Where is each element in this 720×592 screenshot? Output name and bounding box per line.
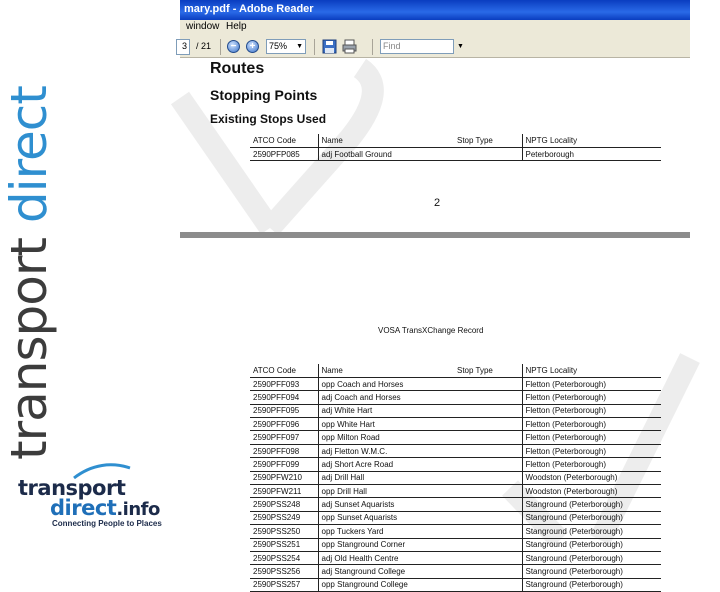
brand-panel (0, 0, 168, 540)
column-header-nptg-locality: NPTG Locality (522, 134, 661, 147)
cell-nptg-locality: Stanground (Peterborough) (522, 525, 661, 538)
find-input[interactable]: Find (380, 39, 454, 54)
table-row (250, 498, 661, 511)
brand-vertical-wordmark (0, 86, 58, 460)
logo-word-direct (50, 496, 160, 520)
document-view[interactable] (180, 58, 690, 590)
cell-stop-type (454, 551, 522, 564)
transport-direct-logo[interactable] (14, 462, 164, 532)
cell-atco-code: 2590PSS256 (250, 565, 318, 578)
cell-atco-code: 2590PFP085 (250, 147, 318, 160)
table-row (250, 458, 661, 471)
table-row (250, 511, 661, 524)
table-row (250, 444, 661, 457)
find-options-chevron-icon[interactable]: ▼ (457, 43, 464, 50)
cell-nptg-locality: Fletton (Peterborough) (522, 431, 661, 444)
cell-atco-code: 2590PFF098 (250, 444, 318, 457)
table-row (250, 418, 661, 431)
table-row (250, 538, 661, 551)
record-title: VOSA TransXChange Record (378, 326, 484, 335)
table-body (250, 377, 661, 591)
cell-name: adj Coach and Horses (318, 391, 454, 404)
logo-tagline: Connecting People to Places (52, 519, 162, 528)
page-number-input[interactable]: 3 (176, 39, 190, 55)
table-row (250, 578, 661, 591)
cell-nptg-locality: Stanground (Peterborough) (522, 538, 661, 551)
cell-nptg-locality: Stanground (Peterborough) (522, 578, 661, 591)
cell-name: opp Coach and Horses (318, 377, 454, 390)
cell-name: adj White Hart (318, 404, 454, 417)
column-header-atco-code: ATCO Code (250, 364, 318, 377)
table-row (250, 485, 661, 498)
column-header-atco-code: ATCO Code (250, 134, 318, 147)
cell-atco-code: 2590PSS249 (250, 511, 318, 524)
logo-direct-text: direct (50, 496, 117, 520)
cell-stop-type (454, 525, 522, 538)
table-header-row (250, 134, 661, 147)
chevron-down-icon: ▼ (296, 43, 303, 50)
cell-nptg-locality: Woodston (Peterborough) (522, 485, 661, 498)
cell-name: opp Milton Road (318, 431, 454, 444)
cell-atco-code: 2590PFW211 (250, 485, 318, 498)
toolbar (180, 36, 690, 58)
cell-name: adj Short Acre Road (318, 458, 454, 471)
column-header-stop-type: Stop Type (454, 134, 522, 147)
cell-name: opp Sunset Aquarists (318, 511, 454, 524)
zoom-select[interactable] (266, 39, 306, 54)
cell-name: adj Sunset Aquarists (318, 498, 454, 511)
cell-nptg-locality: Stanground (Peterborough) (522, 498, 661, 511)
cell-nptg-locality: Fletton (Peterborough) (522, 391, 661, 404)
menu-window[interactable]: window (186, 21, 220, 32)
cell-nptg-locality: Stanground (Peterborough) (522, 565, 661, 578)
brand-word-direct: direct (0, 86, 58, 224)
print-icon[interactable] (342, 39, 357, 55)
zoom-value: 75% (269, 41, 288, 51)
heading-stopping-points: Stopping Points (210, 87, 318, 103)
cell-stop-type (454, 404, 522, 417)
cell-stop-type (454, 377, 522, 390)
cell-atco-code: 2590PSS248 (250, 498, 318, 511)
brand-word-transport: transport (0, 237, 58, 460)
pdf-page-bottom (180, 238, 690, 590)
zoom-out-icon[interactable]: − (227, 40, 240, 53)
cell-atco-code: 2590PSS251 (250, 538, 318, 551)
cell-nptg-locality: Stanground (Peterborough) (522, 511, 661, 524)
cell-atco-code: 2590PSS254 (250, 551, 318, 564)
cell-nptg-locality: Peterborough (522, 147, 661, 160)
cell-nptg-locality: Fletton (Peterborough) (522, 377, 661, 390)
cell-name: opp Tuckers Yard (318, 525, 454, 538)
table-row (250, 404, 661, 417)
cell-name: adj Stanground College (318, 565, 454, 578)
column-header-name: Name (318, 134, 454, 147)
table-header-row (250, 364, 661, 377)
table-row (250, 431, 661, 444)
cell-nptg-locality: Fletton (Peterborough) (522, 404, 661, 417)
window-titlebar[interactable] (180, 0, 690, 20)
cell-atco-code: 2590PFW210 (250, 471, 318, 484)
cell-name: adj Old Health Centre (318, 551, 454, 564)
cell-name: opp White Hart (318, 418, 454, 431)
cell-name: adj Fletton W.M.C. (318, 444, 454, 457)
cell-nptg-locality: Fletton (Peterborough) (522, 458, 661, 471)
cell-name: opp Drill Hall (318, 485, 454, 498)
toolbar-separator (314, 39, 315, 55)
table-row (250, 377, 661, 390)
cell-stop-type (454, 147, 522, 160)
cell-stop-type (454, 458, 522, 471)
column-header-stop-type: Stop Type (454, 364, 522, 377)
pdf-page-top (180, 58, 690, 232)
heading-existing-stops-used: Existing Stops Used (210, 112, 327, 126)
cell-atco-code: 2590PFF095 (250, 404, 318, 417)
cell-nptg-locality: Woodston (Peterborough) (522, 471, 661, 484)
existing-stops-table (250, 134, 661, 161)
cell-name: adj Drill Hall (318, 471, 454, 484)
cell-stop-type (454, 391, 522, 404)
cell-stop-type (454, 565, 522, 578)
cell-atco-code: 2590PFF097 (250, 431, 318, 444)
cell-nptg-locality: Fletton (Peterborough) (522, 418, 661, 431)
cell-stop-type (454, 471, 522, 484)
cell-atco-code: 2590PFF096 (250, 418, 318, 431)
save-icon[interactable] (322, 39, 337, 55)
cell-stop-type (454, 444, 522, 457)
zoom-in-icon[interactable]: + (246, 40, 259, 53)
logo-info-suffix: .info (116, 499, 160, 520)
cell-stop-type (454, 431, 522, 444)
cell-name: opp Stanground Corner (318, 538, 454, 551)
logo-word-transport: transport (18, 476, 126, 500)
menu-bar (180, 20, 690, 36)
cell-atco-code: 2590PSS250 (250, 525, 318, 538)
column-header-name: Name (318, 364, 454, 377)
column-header-nptg-locality: NPTG Locality (522, 364, 661, 377)
cell-stop-type (454, 485, 522, 498)
cell-stop-type (454, 418, 522, 431)
table-row (250, 471, 661, 484)
table-row (250, 565, 661, 578)
cell-stop-type (454, 498, 522, 511)
table-row (250, 551, 661, 564)
cell-stop-type (454, 578, 522, 591)
page-number: 2 (434, 197, 441, 209)
cell-atco-code: 2590PFF093 (250, 377, 318, 390)
cell-name: opp Stanground College (318, 578, 454, 591)
cell-stop-type (454, 538, 522, 551)
page-total-label: / 21 (196, 41, 212, 51)
toolbar-separator (372, 39, 373, 55)
cell-stop-type (454, 511, 522, 524)
toolbar-separator (220, 39, 221, 55)
stopping-points-table (250, 364, 661, 592)
cell-atco-code: 2590PSS257 (250, 578, 318, 591)
menu-help[interactable]: Help (226, 21, 247, 32)
heading-routes: Routes (210, 60, 265, 77)
cell-nptg-locality: Stanground (Peterborough) (522, 551, 661, 564)
cell-nptg-locality: Fletton (Peterborough) (522, 444, 661, 457)
cell-name: adj Football Ground (318, 147, 454, 160)
cell-atco-code: 2590PFF094 (250, 391, 318, 404)
table-row (250, 147, 661, 160)
table-row (250, 391, 661, 404)
cell-atco-code: 2590PFF099 (250, 458, 318, 471)
window-title: mary.pdf - Adobe Reader (184, 3, 314, 15)
adobe-reader-window (180, 0, 690, 590)
table-row (250, 525, 661, 538)
